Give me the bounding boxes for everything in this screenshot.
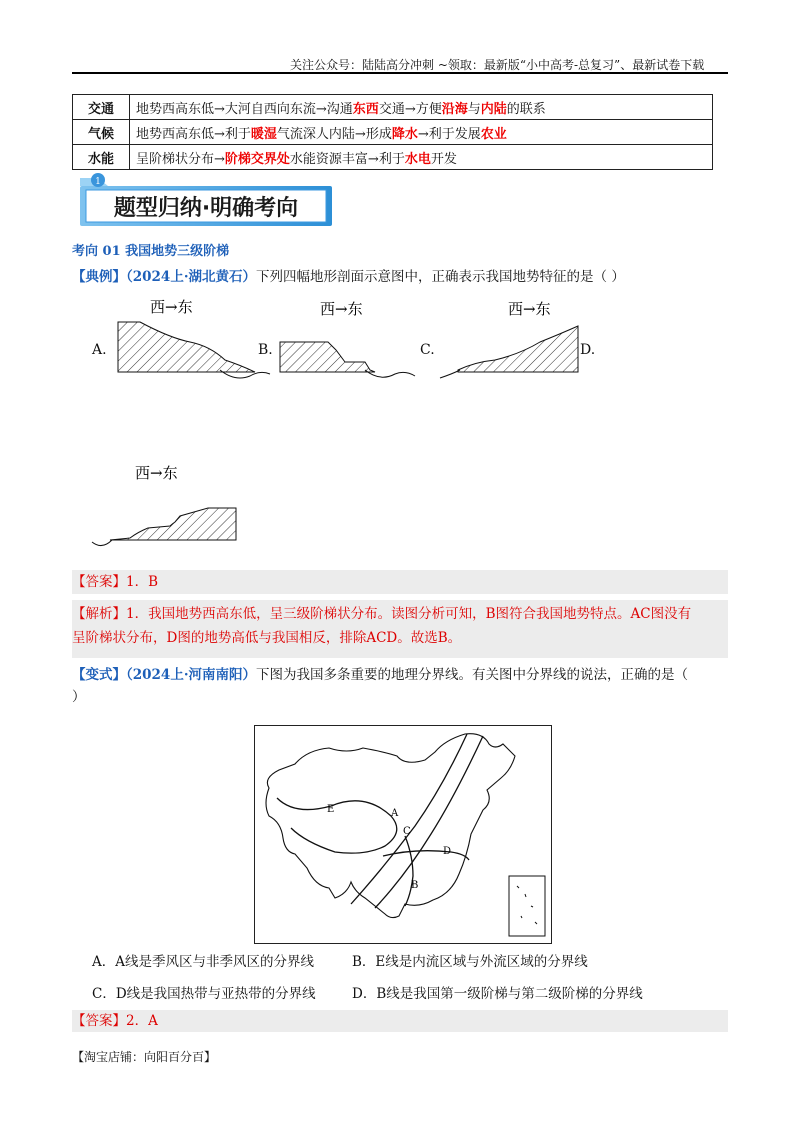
terrain-effects-table xyxy=(72,94,713,170)
map-label-c: C xyxy=(403,826,411,837)
south-sea-inset xyxy=(509,876,545,936)
fig-b-profile xyxy=(280,342,375,372)
question-1-tag: 【典例】 xyxy=(72,269,126,285)
question-2-text: 下图为我国多条重要的地理分界线。有关图中分界线的说法，正确的是（ xyxy=(256,667,689,683)
fig-c-sea xyxy=(440,370,460,378)
table-row-key: 气候 xyxy=(73,120,130,145)
profile-diagrams xyxy=(80,290,800,570)
south-sea-islands xyxy=(517,886,537,924)
fig-d-sea xyxy=(92,540,112,546)
option-a: A．A线是季风区与非季风区的分界线 xyxy=(92,954,314,970)
section-title: 考向 01 我国地势三级阶梯 xyxy=(72,244,230,259)
fig-c-label: C. xyxy=(420,342,435,358)
page-header: 关注公众号：陆陆高分冲刺 ~领取：最新版“小中高考-总复习”、最新试卷下载 xyxy=(290,58,705,72)
page-footer: 【淘宝店铺：向阳百分百】 xyxy=(72,1050,217,1064)
fig-d-profile xyxy=(110,508,236,540)
boundary-line-c xyxy=(375,736,483,908)
china-boundary-map xyxy=(254,725,552,944)
plain-text: 水能资源丰富→利于 xyxy=(289,151,405,167)
answer-2-text: 2．A xyxy=(126,1013,158,1029)
table-row-value xyxy=(130,120,713,145)
plain-text: 与 xyxy=(467,101,481,117)
answer-2 xyxy=(72,1010,728,1032)
fig-d-label: D. xyxy=(580,342,596,358)
question-2-tail: ） xyxy=(72,689,86,705)
option-c: C．D线是我国热带与亚热带的分界线 xyxy=(92,986,316,1002)
explanation-1-tag: 【解析】 xyxy=(72,606,126,622)
plain-text: 呈阶梯状分布→ xyxy=(136,151,225,167)
table-row-value xyxy=(130,95,713,120)
plain-text: 气流深人内陆→形成 xyxy=(276,126,392,142)
question-2-source: （2024上·河南南阳） xyxy=(126,667,257,683)
highlight-text: 内陆 xyxy=(480,101,507,117)
explanation-1 xyxy=(72,600,728,658)
map-label-d: D xyxy=(443,846,452,857)
highlight-text: 沿海 xyxy=(441,101,468,117)
section-banner xyxy=(76,172,338,230)
table-row-key: 水能 xyxy=(73,145,130,170)
answer-2-tag: 【答案】 xyxy=(72,1013,126,1029)
table-row xyxy=(73,145,713,170)
plain-text: 的联系 xyxy=(506,101,546,117)
explanation-1-line2: 呈阶梯状分布，D图的地势高低与我国相反，排除ACD。故选B。 xyxy=(72,630,462,646)
option-d: D．B线是我国第一级阶梯与第二级阶梯的分界线 xyxy=(352,986,643,1002)
plain-text: →利于发展 xyxy=(417,126,481,142)
option-b: B．E线是内流区域与外流区域的分界线 xyxy=(352,954,588,970)
question-1-text: 下列四幅地形剖面示意图中，正确表示我国地势特征的是（ ） xyxy=(256,269,625,285)
banner-title: 题型归纳·明确考向 xyxy=(113,196,299,221)
highlight-text: 阶梯交界处 xyxy=(224,151,290,167)
fig-c-profile xyxy=(458,326,578,372)
fig-b-direction: 西→东 xyxy=(320,300,363,318)
question-1 xyxy=(72,266,625,288)
map-label-e: E xyxy=(327,804,335,815)
highlight-text: 降水 xyxy=(391,126,418,142)
plain-text: 开发 xyxy=(430,151,457,167)
highlight-text: 暖湿 xyxy=(250,126,277,142)
highlight-text: 东西 xyxy=(352,101,379,117)
map-label-b: B xyxy=(411,880,419,891)
fig-a-label: A. xyxy=(92,342,107,358)
banner-badge-number: 1 xyxy=(95,177,101,187)
boundary-line-a xyxy=(351,734,467,904)
fig-a-profile xyxy=(118,322,255,372)
fig-a-direction: 西→东 xyxy=(150,298,193,316)
explanation-1-line1: 1．我国地势西高东低，呈三级阶梯状分布。读图分析可知，B图符合我国地势特点。AC图没有 xyxy=(126,606,692,622)
table-row xyxy=(73,95,713,120)
answer-1-tag: 【答案】 xyxy=(72,574,126,590)
highlight-text: 农业 xyxy=(480,126,507,142)
answer-1-text: 1．B xyxy=(126,574,159,590)
fig-b-label: B. xyxy=(258,342,273,358)
header-divider xyxy=(72,72,728,74)
question-2-tag: 【变式】 xyxy=(72,667,126,683)
map-label-a: A xyxy=(391,808,399,819)
answer-1 xyxy=(72,570,728,594)
fig-d-direction: 西→东 xyxy=(135,464,178,482)
question-2 xyxy=(72,664,728,708)
highlight-text: 水电 xyxy=(404,151,431,167)
table-row-key: 交通 xyxy=(73,95,130,120)
question-1-source: （2024上·湖北黄石） xyxy=(126,269,257,285)
table-row xyxy=(73,120,713,145)
plain-text: 交通→方便 xyxy=(378,101,442,117)
plain-text: 地势西高东低→大河自西向东流→沟通 xyxy=(136,101,353,117)
fig-c-direction: 西→东 xyxy=(508,300,551,318)
boundary-line-e xyxy=(277,798,397,853)
plain-text: 地势西高东低→利于 xyxy=(136,126,251,142)
table-row-value xyxy=(130,145,713,170)
boundary-line-d xyxy=(383,851,469,860)
